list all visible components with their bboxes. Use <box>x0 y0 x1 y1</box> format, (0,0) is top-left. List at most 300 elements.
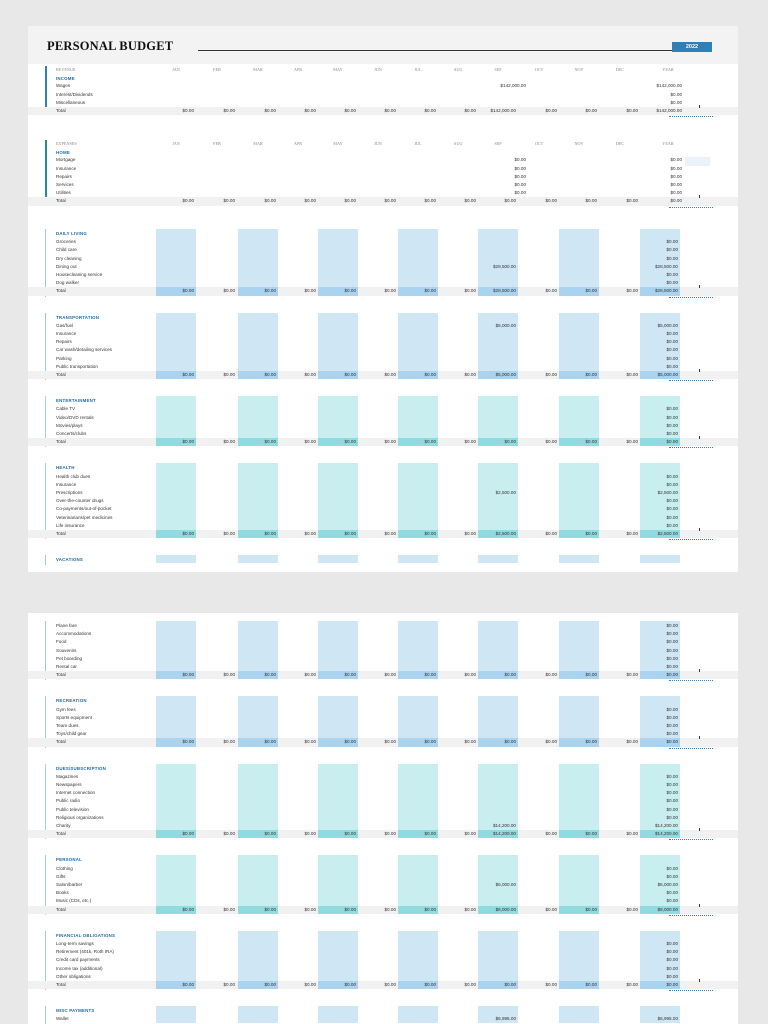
total-value: $0.00 <box>223 371 235 377</box>
total-value: $0.00 <box>464 288 476 294</box>
line-item-label: Public radio <box>56 798 81 804</box>
line-item-label: Gas/fuel <box>56 322 74 328</box>
total-value: $0.00 <box>182 831 194 837</box>
cell-marker <box>699 528 700 531</box>
total-value: $0.00 <box>384 439 396 445</box>
total-value: $0.00 <box>182 439 194 445</box>
total-value: $0.00 <box>626 981 638 987</box>
total-value: $0.00 <box>182 672 194 678</box>
year-value: $0.00 <box>666 473 678 479</box>
total-value: $0.00 <box>504 981 516 987</box>
total-value: $0.00 <box>344 439 356 445</box>
expenses-accent-bar <box>45 140 47 206</box>
sep-value[interactable]: $0.00 <box>514 173 526 179</box>
line-item-label: Repairs <box>56 339 72 345</box>
line-item-label: Dining out <box>56 263 77 269</box>
month-column-shade <box>238 764 278 838</box>
section-accent-bar <box>45 555 46 565</box>
total-underline <box>669 380 713 381</box>
total-value: $0.00 <box>626 108 638 113</box>
section-title: HEALTH <box>56 465 75 471</box>
line-item-label: Clothing <box>56 865 73 871</box>
line-item-label: Souvenirs <box>56 647 77 653</box>
line-item-label: Utilities <box>56 190 71 196</box>
total-value: $0.00 <box>585 739 597 745</box>
total-value: $0.00 <box>384 739 396 745</box>
year-value: $0.00 <box>666 898 678 904</box>
sep-value[interactable]: $5,000.00 <box>495 322 516 328</box>
total-underline <box>669 680 713 681</box>
total-value: $142,000.00 <box>490 108 516 113</box>
total-label: Total <box>56 198 66 204</box>
total-value: $0.00 <box>585 198 597 204</box>
line-item-label: Life insurance <box>56 522 85 528</box>
total-value: $0.00 <box>264 906 276 912</box>
year-value: $0.00 <box>666 865 678 871</box>
month-header-may: MAY <box>333 141 343 146</box>
revenue-group-title: INCOME <box>56 75 75 81</box>
total-value: $0.00 <box>304 439 316 445</box>
line-item-label: Dry cleaning <box>56 255 82 261</box>
month-column-shade <box>318 555 358 563</box>
total-value: $0.00 <box>504 672 516 678</box>
total-value: $0.00 <box>304 288 316 294</box>
total-value: $0.00 <box>223 288 235 294</box>
total-value: $0.00 <box>182 198 194 204</box>
total-value: $0.00 <box>344 530 356 536</box>
total-value: $0.00 <box>626 739 638 745</box>
total-value: $0.00 <box>670 198 682 204</box>
total-label: Total <box>56 108 66 113</box>
year-value: $0.00 <box>666 414 678 420</box>
misc-payments-block <box>28 1006 738 1024</box>
total-value: $0.00 <box>223 831 235 837</box>
total-value: $0.00 <box>384 831 396 837</box>
line-item-label: Wages <box>56 83 71 89</box>
total-label: Total <box>56 672 66 678</box>
total-label: Total <box>56 371 66 377</box>
total-value: $0.00 <box>182 108 194 113</box>
continued-block <box>28 621 738 682</box>
year-value: $0.00 <box>666 973 678 979</box>
revenue-table <box>28 66 738 119</box>
year-value: $0.00 <box>666 247 678 253</box>
month-column-shade <box>318 855 358 912</box>
year-value: $0.00 <box>666 706 678 712</box>
total-underline <box>669 915 713 916</box>
total-value: $0.00 <box>666 981 678 987</box>
month-header-nov: NOV <box>574 141 584 146</box>
sep-value[interactable]: $0.00 <box>514 165 526 171</box>
section-accent-bar <box>45 463 46 539</box>
month-column-shade <box>156 621 196 678</box>
cell-marker <box>699 736 700 739</box>
month-header-year: YEAR <box>662 67 674 72</box>
total-value: $0.00 <box>264 831 276 837</box>
year-value: $0.00 <box>666 798 678 804</box>
total-value: $0.00 <box>344 371 356 377</box>
month-column-shade <box>478 931 518 988</box>
expenses-table <box>28 140 738 210</box>
year-value: $0.00 <box>666 814 678 820</box>
sep-value[interactable]: $6,000.00 <box>495 881 516 887</box>
month-header-may: MAY <box>333 67 343 72</box>
total-value: $2,500.00 <box>657 530 678 536</box>
total-value: $0.00 <box>424 906 436 912</box>
year-value: $0.00 <box>666 522 678 528</box>
total-value: $0.00 <box>384 371 396 377</box>
month-column-shade <box>238 555 278 563</box>
total-value: $0.00 <box>545 739 557 745</box>
total-value: $0.00 <box>585 288 597 294</box>
sep-value[interactable]: $2,500.00 <box>495 489 516 495</box>
sep-value[interactable]: $142,000.00 <box>500 83 526 89</box>
month-header-mar: MAR <box>253 67 263 72</box>
total-value: $0.00 <box>626 530 638 536</box>
total-value: $0.00 <box>304 672 316 678</box>
month-column-shade <box>559 621 599 678</box>
recreation-block <box>28 696 738 749</box>
total-value: $0.00 <box>264 672 276 678</box>
month-column-shade <box>156 855 196 912</box>
section-title: DUES/SUBSCRIPTION <box>56 765 106 771</box>
cell-marker <box>699 285 700 288</box>
selection-highlight <box>685 157 710 166</box>
transportation-block <box>28 313 738 383</box>
year-value: $0.00 <box>670 165 682 171</box>
total-value: $0.00 <box>464 739 476 745</box>
total-value: $0.00 <box>223 530 235 536</box>
year-value: $6,000.00 <box>657 881 678 887</box>
total-value: $0.00 <box>545 288 557 294</box>
year-value: $0.00 <box>666 623 678 628</box>
year-value: $0.00 <box>666 514 678 520</box>
total-value: $0.00 <box>384 530 396 536</box>
year-value: $0.00 <box>666 722 678 728</box>
month-column-shade <box>559 555 599 563</box>
year-value: $0.00 <box>666 339 678 345</box>
section-accent-bar <box>45 764 46 840</box>
total-value: $0.00 <box>424 439 436 445</box>
month-header-aug: AUG <box>453 67 463 72</box>
year-value: $0.00 <box>670 190 682 196</box>
month-column-shade <box>559 313 599 379</box>
section-title: DAILY LIVING <box>56 231 87 236</box>
total-value: $0.00 <box>344 906 356 912</box>
year-value: $0.00 <box>666 949 678 955</box>
line-item-label: Interest/Dividends <box>56 91 93 97</box>
total-value: $0.00 <box>223 981 235 987</box>
year-value: $0.00 <box>670 173 682 179</box>
total-value: $0.00 <box>504 198 516 204</box>
vacations-block <box>28 555 738 567</box>
year-value: $0.00 <box>666 363 678 369</box>
cell-marker <box>699 669 700 672</box>
month-header-feb: FEB <box>213 141 221 146</box>
total-value: $0.00 <box>585 530 597 536</box>
sep-value[interactable]: $28,500.00 <box>493 263 516 269</box>
total-value: $0.00 <box>626 672 638 678</box>
total-value: $0.00 <box>384 198 396 204</box>
section-title: ENTERTAINMENT <box>56 398 96 404</box>
month-column-shade <box>318 463 358 537</box>
year-value: $0.00 <box>666 498 678 504</box>
month-header-jul: JUL <box>414 67 422 72</box>
section-title: TRANSPORTATION <box>56 314 100 320</box>
line-item-label: Sports equipment <box>56 714 93 720</box>
line-item-label: Retirement (401k, Roth IRA) <box>56 949 114 955</box>
total-value: $0.00 <box>344 108 356 113</box>
total-value: $0.00 <box>264 198 276 204</box>
total-value: $0.00 <box>424 371 436 377</box>
total-value: $0.00 <box>344 831 356 837</box>
year-value: $0.00 <box>666 639 678 645</box>
month-column-shade <box>318 313 358 379</box>
year-value: $0.00 <box>666 655 678 661</box>
month-column-shade <box>398 621 438 678</box>
line-item-label: Co-payments/out-of-pocket <box>56 506 112 512</box>
total-value: $0.00 <box>424 981 436 987</box>
section-title: MISC PAYMENTS <box>56 1008 95 1014</box>
month-header-oct: OCT <box>534 141 544 146</box>
total-value: $0.00 <box>304 831 316 837</box>
line-item-label: Gifts <box>56 873 66 879</box>
line-item-label: Credit card payments <box>56 957 100 963</box>
year-value: $0.00 <box>666 430 678 436</box>
total-value: $0.00 <box>264 530 276 536</box>
year-value: $0.00 <box>666 255 678 261</box>
total-label: Total <box>56 981 66 987</box>
total-value: $0.00 <box>545 831 557 837</box>
page-2 <box>28 613 738 1024</box>
year-value: $0.00 <box>670 91 682 97</box>
line-item-label: Internet connection <box>56 790 96 796</box>
year-value: $0.00 <box>666 330 678 336</box>
total-value: $14,200.00 <box>655 831 678 837</box>
section-title: VACATIONS <box>56 557 84 563</box>
year-value: $0.00 <box>666 790 678 796</box>
line-item-label: Religious organizations <box>56 814 104 820</box>
total-underline <box>669 748 713 749</box>
cell-marker <box>699 979 700 982</box>
year-value: $0.00 <box>666 940 678 946</box>
month-column-shade <box>478 463 518 537</box>
total-value: $0.00 <box>264 739 276 745</box>
month-column-shade <box>156 463 196 537</box>
month-column-shade <box>318 931 358 988</box>
total-value: $0.00 <box>585 108 597 113</box>
total-value: $0.00 <box>223 739 235 745</box>
cell-marker <box>699 105 700 108</box>
total-value: $5,000.00 <box>495 371 516 377</box>
month-column-shade <box>398 931 438 988</box>
entertainment-block <box>28 396 738 449</box>
year-value: $6,995.00 <box>657 1016 678 1022</box>
month-header-sep: SEP <box>494 141 502 146</box>
month-header-jan: JAN <box>172 67 180 72</box>
total-value: $14,200.00 <box>493 831 516 837</box>
section-accent-bar <box>45 1006 46 1024</box>
title-bar <box>28 26 738 64</box>
total-value: $0.00 <box>626 831 638 837</box>
year-value: $0.00 <box>666 965 678 971</box>
month-column-shade <box>318 229 358 295</box>
year-value: $0.00 <box>666 647 678 653</box>
month-header-dec: DEC <box>615 67 625 72</box>
expenses-group-title: HOME <box>56 149 70 155</box>
total-value: $0.00 <box>264 288 276 294</box>
total-value: $0.00 <box>344 288 356 294</box>
total-value: $0.00 <box>585 439 597 445</box>
year-value: $0.00 <box>670 182 682 187</box>
year-value: $0.00 <box>666 280 678 286</box>
total-value: $0.00 <box>304 108 316 113</box>
total-value: $0.00 <box>304 530 316 536</box>
total-value: $0.00 <box>545 981 557 987</box>
line-item-label: Wallet <box>56 1016 69 1022</box>
year-value: $0.00 <box>666 239 678 245</box>
page-title: PERSONAL BUDGET <box>47 39 174 53</box>
total-value: $0.00 <box>666 672 678 678</box>
total-value: $0.00 <box>264 371 276 377</box>
total-value: $0.00 <box>464 672 476 678</box>
personal-block <box>28 855 738 916</box>
sep-value[interactable]: $14,200.00 <box>493 822 516 828</box>
line-item-label: Rental car <box>56 664 77 669</box>
month-header-oct: OCT <box>534 67 544 72</box>
month-column-shade <box>398 1006 438 1022</box>
total-value: $0.00 <box>464 530 476 536</box>
month-column-shade <box>156 555 196 563</box>
total-value: $0.00 <box>384 288 396 294</box>
total-value: $0.00 <box>384 981 396 987</box>
month-header-year: YEAR <box>662 141 674 146</box>
line-item-label: Video/DVD rentals <box>56 414 94 420</box>
line-item-label: Repairs <box>56 173 72 179</box>
line-item-label: Child care <box>56 247 77 253</box>
line-item-label: Insurance <box>56 330 77 336</box>
page-1 <box>28 26 738 572</box>
line-item-label: Miscellaneous <box>56 99 86 105</box>
year-value: $0.00 <box>666 406 678 412</box>
month-header-dec: DEC <box>615 141 625 146</box>
line-item-label: Concerts/clubs <box>56 430 87 436</box>
total-value: $2,500.00 <box>495 530 516 536</box>
total-value: $0.00 <box>182 981 194 987</box>
line-item-label: Magazines <box>56 773 79 779</box>
line-item-label: Parking <box>56 355 72 361</box>
sep-value[interactable]: $0.00 <box>514 157 526 163</box>
total-value: $0.00 <box>545 530 557 536</box>
total-value: $0.00 <box>626 371 638 377</box>
total-value: $0.00 <box>304 371 316 377</box>
line-item-label: Team dues <box>56 722 79 728</box>
sep-value[interactable]: $0.00 <box>514 182 526 187</box>
year-badge[interactable]: 2022 <box>672 42 712 52</box>
total-value: $5,000.00 <box>657 371 678 377</box>
line-item-label: Long-term savings <box>56 940 94 946</box>
total-value: $0.00 <box>464 108 476 113</box>
section-title: RECREATION <box>56 698 87 704</box>
line-item-label: Newspapers <box>56 781 82 787</box>
month-header-jun: JUN <box>374 67 382 72</box>
month-column-shade <box>398 555 438 563</box>
month-column-shade <box>156 764 196 838</box>
total-label: Total <box>56 530 66 536</box>
month-header-aug: AUG <box>453 141 463 146</box>
cell-marker <box>699 828 700 831</box>
total-value: $0.00 <box>223 198 235 204</box>
health-block <box>28 463 738 541</box>
year-value: $0.00 <box>666 873 678 879</box>
total-value: $0.00 <box>585 371 597 377</box>
expenses-total-underline <box>669 207 713 208</box>
line-item-label: Dog walker <box>56 280 79 286</box>
total-label: Total <box>56 288 66 294</box>
sep-value[interactable]: $0.00 <box>514 190 526 196</box>
year-value: $0.00 <box>666 272 678 277</box>
section-title: FINANCIAL OBLIGATIONS <box>56 932 116 938</box>
line-item-label: Cable TV <box>56 406 76 412</box>
year-value: $0.00 <box>666 664 678 669</box>
month-column-shade <box>238 1006 278 1022</box>
year-value: $0.00 <box>666 781 678 787</box>
line-item-label: Movies/plays <box>56 422 83 428</box>
year-value: $5,000.00 <box>657 322 678 328</box>
year-value: $142,000.00 <box>656 83 682 89</box>
month-header-jun: JUN <box>374 141 382 146</box>
total-value: $0.00 <box>424 108 436 113</box>
total-value: $6,000.00 <box>495 906 516 912</box>
total-value: $0.00 <box>223 108 235 113</box>
total-value: $0.00 <box>344 198 356 204</box>
line-item-label: Other obligations <box>56 973 91 979</box>
total-value: $0.00 <box>464 371 476 377</box>
line-item-label: Insurance <box>56 481 77 487</box>
month-header-feb: FEB <box>213 67 221 72</box>
total-value: $28,500.00 <box>655 288 678 294</box>
month-column-shade <box>478 555 518 563</box>
total-label: Total <box>56 906 66 912</box>
total-value: $0.00 <box>304 198 316 204</box>
total-value: $0.00 <box>626 439 638 445</box>
daily-living-block <box>28 229 738 299</box>
total-value: $0.00 <box>384 108 396 113</box>
total-value: $0.00 <box>264 439 276 445</box>
total-value: $0.00 <box>464 831 476 837</box>
sep-value[interactable]: $6,995.00 <box>495 1016 516 1022</box>
line-item-label: Over-the-counter drugs <box>56 498 104 504</box>
line-item-label: Groceries <box>56 239 76 245</box>
total-value: $0.00 <box>182 906 194 912</box>
year-value: $0.00 <box>666 773 678 779</box>
total-value: $0.00 <box>504 439 516 445</box>
total-value: $0.00 <box>223 672 235 678</box>
month-header-nov: NOV <box>574 67 584 72</box>
revenue-total-underline <box>669 116 713 117</box>
total-value: $0.00 <box>424 530 436 536</box>
total-value: $0.00 <box>264 108 276 113</box>
total-value: $0.00 <box>666 739 678 745</box>
line-item-label: Music (CDs, etc.) <box>56 898 92 904</box>
line-item-label: Salon/barber <box>56 881 83 887</box>
cell-marker <box>699 369 700 372</box>
total-value: $0.00 <box>464 198 476 204</box>
line-item-label: Car wash/detailing services <box>56 347 112 353</box>
revenue-label: REVENUE <box>56 67 76 72</box>
year-value: $0.00 <box>666 481 678 487</box>
total-value: $0.00 <box>585 672 597 678</box>
